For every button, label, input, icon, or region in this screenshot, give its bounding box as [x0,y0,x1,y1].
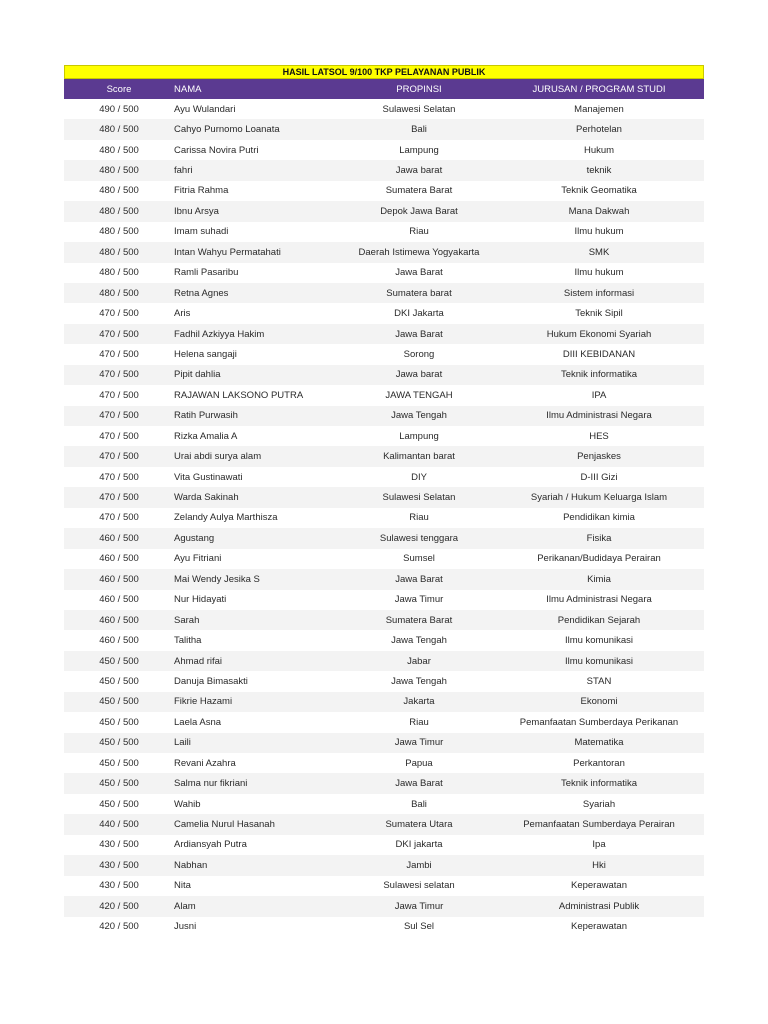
cell-score: 430 / 500 [64,876,174,896]
cell-score: 460 / 500 [64,630,174,650]
cell-province: Sulawesi Selatan [344,99,494,119]
cell-department: Perikanan/Budidaya Perairan [494,549,704,569]
cell-name: Laela Asna [174,712,344,732]
cell-department: Perhotelan [494,119,704,139]
results-table [64,79,704,937]
table-row [64,733,704,753]
header-province: PROPINSI [344,79,494,99]
header-name: NAMA [174,79,344,99]
cell-department: Pendidikan kimia [494,508,704,528]
cell-score: 420 / 500 [64,896,174,916]
cell-province: Bali [344,794,494,814]
table-row [64,773,704,793]
table-row [64,528,704,548]
header-row [64,79,704,99]
cell-score: 470 / 500 [64,467,174,487]
table-row [64,651,704,671]
cell-score: 470 / 500 [64,344,174,364]
cell-province: Jawa Tengah [344,406,494,426]
results-sheet [64,65,704,937]
table-row [64,876,704,896]
cell-province: Lampung [344,426,494,446]
table-row [64,263,704,283]
cell-name: Ramli Pasaribu [174,263,344,283]
cell-name: Vita Gustinawati [174,467,344,487]
cell-name: Ibnu Arsya [174,201,344,221]
sheet-title: HASIL LATSOL 9/100 TKP PELAYANAN PUBLIK [64,65,704,79]
cell-name: Laili [174,733,344,753]
table-row [64,426,704,446]
cell-name: Talitha [174,630,344,650]
cell-name: Intan Wahyu Permatahati [174,242,344,262]
cell-department: Manajemen [494,99,704,119]
cell-province: Jawa Tengah [344,671,494,691]
cell-department: Ilmu Administrasi Negara [494,590,704,610]
cell-department: Teknik Sipil [494,303,704,323]
cell-name: Carissa Novira Putri [174,140,344,160]
cell-score: 420 / 500 [64,917,174,937]
cell-name: Mai Wendy Jesika S [174,569,344,589]
table-row [64,242,704,262]
cell-province: Sulawesi tenggara [344,528,494,548]
cell-province: DKI Jakarta [344,303,494,323]
table-row [64,671,704,691]
cell-department: Administrasi Publik [494,896,704,916]
table-row [64,569,704,589]
cell-name: Aris [174,303,344,323]
cell-province: Jabar [344,651,494,671]
cell-province: Riau [344,222,494,242]
table-row [64,344,704,364]
cell-name: Nabhan [174,855,344,875]
cell-name: Urai abdi surya alam [174,446,344,466]
cell-score: 450 / 500 [64,651,174,671]
cell-department: Sistem informasi [494,283,704,303]
cell-department: Syariah / Hukum Keluarga Islam [494,487,704,507]
cell-province: Sulawesi selatan [344,876,494,896]
cell-department: SMK [494,242,704,262]
table-row [64,508,704,528]
cell-department: Mana Dakwah [494,201,704,221]
table-row [64,160,704,180]
cell-department: Kimia [494,569,704,589]
table-row [64,630,704,650]
cell-province: Riau [344,508,494,528]
header-department: JURUSAN / PROGRAM STUDI [494,79,704,99]
cell-department: Perkantoran [494,753,704,773]
cell-department: HES [494,426,704,446]
table-row [64,610,704,630]
cell-province: Sumatera Barat [344,181,494,201]
cell-name: Fitria Rahma [174,181,344,201]
cell-score: 450 / 500 [64,773,174,793]
cell-department: Ekonomi [494,692,704,712]
table-row [64,590,704,610]
cell-score: 430 / 500 [64,855,174,875]
cell-department: Hki [494,855,704,875]
table-row [64,222,704,242]
table-row [64,467,704,487]
cell-province: Riau [344,712,494,732]
table-row [64,324,704,344]
cell-name: Sarah [174,610,344,630]
table-header [64,79,704,99]
cell-province: Jawa Timur [344,896,494,916]
cell-department: Ipa [494,835,704,855]
cell-province: Jawa Tengah [344,630,494,650]
table-row [64,487,704,507]
table-row [64,896,704,916]
cell-department: STAN [494,671,704,691]
cell-score: 470 / 500 [64,446,174,466]
cell-department: DIII KEBIDANAN [494,344,704,364]
cell-score: 480 / 500 [64,222,174,242]
table-row [64,303,704,323]
cell-score: 480 / 500 [64,201,174,221]
cell-department: Ilmu komunikasi [494,630,704,650]
cell-department: Pemanfaatan Sumberdaya Perairan [494,814,704,834]
cell-score: 480 / 500 [64,160,174,180]
cell-department: Syariah [494,794,704,814]
cell-score: 480 / 500 [64,181,174,201]
cell-department: teknik [494,160,704,180]
cell-score: 470 / 500 [64,426,174,446]
cell-province: Jawa Barat [344,569,494,589]
cell-department: Teknik informatika [494,773,704,793]
cell-name: Warda Sakinah [174,487,344,507]
cell-score: 450 / 500 [64,671,174,691]
table-row [64,549,704,569]
cell-province: Jawa Barat [344,773,494,793]
cell-department: IPA [494,385,704,405]
table-row [64,99,704,119]
cell-name: Imam suhadi [174,222,344,242]
cell-score: 470 / 500 [64,324,174,344]
cell-score: 470 / 500 [64,406,174,426]
cell-department: Penjaskes [494,446,704,466]
cell-province: Sumatera Barat [344,610,494,630]
cell-score: 430 / 500 [64,835,174,855]
cell-department: Ilmu komunikasi [494,651,704,671]
cell-score: 460 / 500 [64,590,174,610]
cell-department: Keperawatan [494,876,704,896]
cell-department: Teknik Geomatika [494,181,704,201]
table-row [64,794,704,814]
cell-name: Wahib [174,794,344,814]
table-row [64,712,704,732]
cell-name: Ardiansyah Putra [174,835,344,855]
table-row [64,917,704,937]
cell-score: 460 / 500 [64,569,174,589]
cell-score: 460 / 500 [64,610,174,630]
cell-department: Hukum Ekonomi Syariah [494,324,704,344]
cell-score: 440 / 500 [64,814,174,834]
cell-name: Alam [174,896,344,916]
table-row [64,692,704,712]
cell-score: 470 / 500 [64,385,174,405]
cell-name: Ahmad rifai [174,651,344,671]
cell-score: 480 / 500 [64,263,174,283]
cell-province: Jawa Barat [344,263,494,283]
cell-department: D-III Gizi [494,467,704,487]
cell-name: fahri [174,160,344,180]
cell-province: Jawa Timur [344,733,494,753]
table-row [64,140,704,160]
cell-name: Helena sangaji [174,344,344,364]
cell-province: Sumsel [344,549,494,569]
cell-province: Lampung [344,140,494,160]
cell-department: Fisika [494,528,704,548]
cell-score: 450 / 500 [64,692,174,712]
cell-name: Ratih Purwasih [174,406,344,426]
table-row [64,201,704,221]
cell-province: Jawa barat [344,365,494,385]
cell-score: 450 / 500 [64,733,174,753]
cell-score: 450 / 500 [64,794,174,814]
cell-province: DIY [344,467,494,487]
cell-name: Fikrie Hazami [174,692,344,712]
table-row [64,446,704,466]
table-row [64,365,704,385]
cell-name: Zelandy Aulya Marthisza [174,508,344,528]
cell-name: Camelia Nurul Hasanah [174,814,344,834]
cell-score: 470 / 500 [64,487,174,507]
table-row [64,855,704,875]
cell-score: 490 / 500 [64,99,174,119]
cell-province: DKI jakarta [344,835,494,855]
cell-province: Sulawesi Selatan [344,487,494,507]
cell-department: Teknik informatika [494,365,704,385]
cell-name: Nur Hidayati [174,590,344,610]
cell-province: Daerah Istimewa Yogyakarta [344,242,494,262]
cell-name: Agustang [174,528,344,548]
cell-province: Bali [344,119,494,139]
cell-score: 450 / 500 [64,753,174,773]
cell-department: Ilmu Administrasi Negara [494,406,704,426]
table-row [64,753,704,773]
cell-department: Ilmu hukum [494,222,704,242]
cell-score: 480 / 500 [64,140,174,160]
cell-province: Depok Jawa Barat [344,201,494,221]
cell-name: Revani Azahra [174,753,344,773]
cell-department: Pendidikan Sejarah [494,610,704,630]
cell-province: Jawa Timur [344,590,494,610]
cell-province: Kalimantan barat [344,446,494,466]
cell-score: 480 / 500 [64,119,174,139]
cell-name: Nita [174,876,344,896]
cell-score: 470 / 500 [64,303,174,323]
cell-province: Jawa barat [344,160,494,180]
cell-score: 470 / 500 [64,508,174,528]
table-row [64,119,704,139]
cell-department: Matematika [494,733,704,753]
cell-name: Cahyo Purnomo Loanata [174,119,344,139]
cell-name: Ayu Fitriani [174,549,344,569]
table-body [64,99,704,937]
cell-score: 480 / 500 [64,242,174,262]
cell-name: Salma nur fikriani [174,773,344,793]
cell-province: Jakarta [344,692,494,712]
cell-province: JAWA TENGAH [344,385,494,405]
cell-name: RAJAWAN LAKSONO PUTRA [174,385,344,405]
cell-name: Danuja Bimasakti [174,671,344,691]
cell-name: Retna Agnes [174,283,344,303]
cell-name: Pipit dahlia [174,365,344,385]
cell-province: Sumatera Utara [344,814,494,834]
cell-department: Keperawatan [494,917,704,937]
cell-score: 460 / 500 [64,549,174,569]
cell-province: Jawa Barat [344,324,494,344]
cell-name: Fadhil Azkiyya Hakim [174,324,344,344]
cell-province: Sumatera barat [344,283,494,303]
cell-department: Hukum [494,140,704,160]
cell-department: Pemanfaatan Sumberdaya Perikanan [494,712,704,732]
cell-score: 480 / 500 [64,283,174,303]
cell-name: Rizka Amalia A [174,426,344,446]
cell-department: Ilmu hukum [494,263,704,283]
header-score: Score [64,79,174,99]
cell-name: Ayu Wulandari [174,99,344,119]
cell-score: 470 / 500 [64,365,174,385]
cell-province: Sul Sel [344,917,494,937]
cell-score: 460 / 500 [64,528,174,548]
cell-province: Jambi [344,855,494,875]
cell-province: Sorong [344,344,494,364]
table-row [64,181,704,201]
table-row [64,406,704,426]
table-row [64,835,704,855]
table-row [64,283,704,303]
cell-province: Papua [344,753,494,773]
cell-score: 450 / 500 [64,712,174,732]
table-row [64,814,704,834]
table-row [64,385,704,405]
cell-name: Jusni [174,917,344,937]
